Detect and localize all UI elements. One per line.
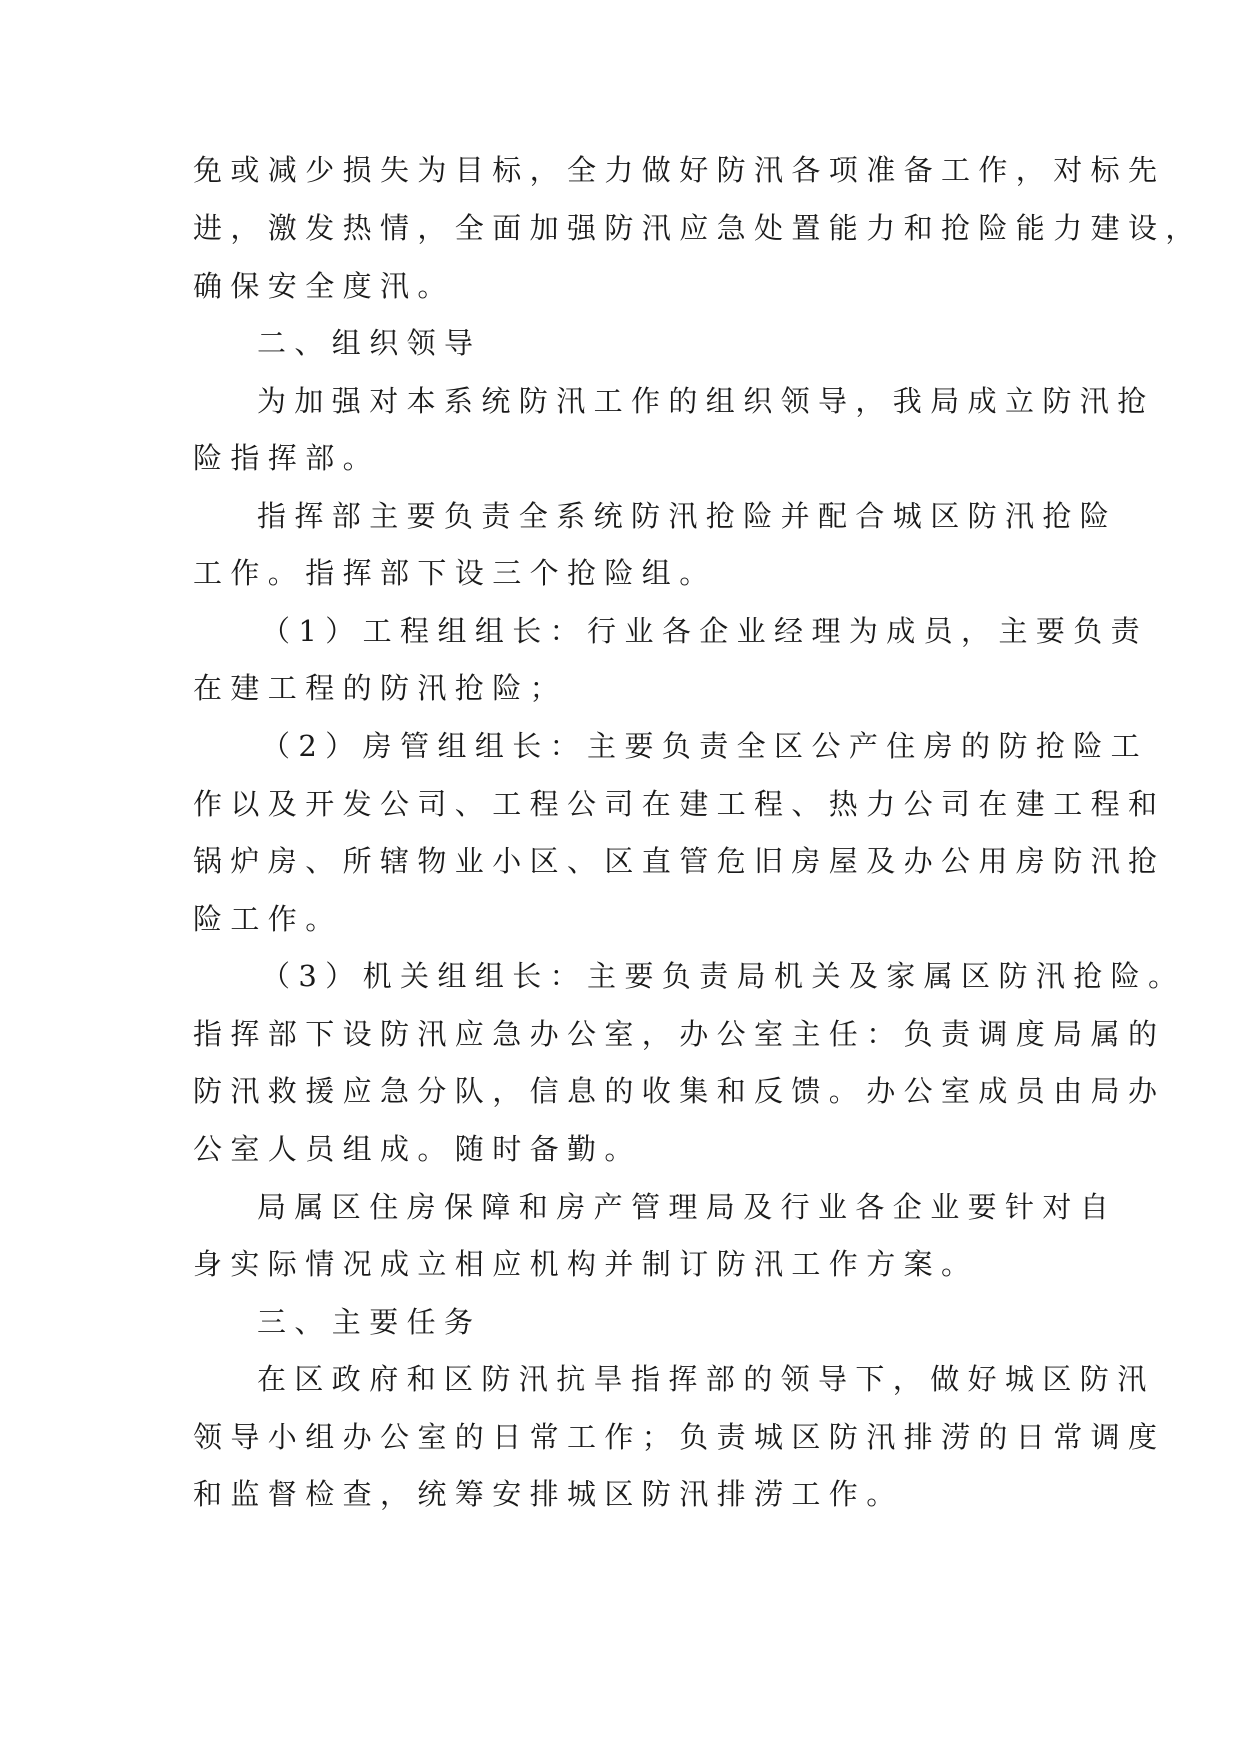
text-line-8: 工作。指挥部下设三个抢险组。 xyxy=(193,556,717,590)
text-line-22: 在区政府和区防汛抗旱指挥部的领导下，做好城区防汛 xyxy=(257,1362,1155,1396)
text-line-20: 身实际情况成立相应机构并制订防汛工作方案。 xyxy=(193,1247,979,1281)
text-line-7: 指挥部主要负责全系统防汛抢险并配合城区防汛抢险 xyxy=(257,499,1118,533)
list-item-3: （3）机关组组长：主要负责局机关及家属区防汛抢险。 xyxy=(261,959,1186,993)
text-line-16: 指挥部下设防汛应急办公室，办公室主任：负责调度局属的 xyxy=(193,1017,1166,1051)
text-line-12: 作以及开发公司、工程公司在建工程、热力公司在建工程和 xyxy=(193,787,1166,821)
text-line-17: 防汛救援应急分队，信息的收集和反馈。办公室成员由局办 xyxy=(193,1074,1166,1108)
section-heading-2: 二、组织领导 xyxy=(257,326,482,360)
text-line-6: 险指挥部。 xyxy=(193,441,381,475)
text-line-10: 在建工程的防汛抢险； xyxy=(193,671,568,705)
text-line-24: 和监督检查，统筹安排城区防汛排涝工作。 xyxy=(193,1477,904,1511)
text-line-5: 为加强对本系统防汛工作的组织领导，我局成立防汛抢 xyxy=(257,384,1155,418)
list-item-1: （1）工程组组长：行业各企业经理为成员，主要负责 xyxy=(261,614,1149,648)
section-heading-3: 三、主要任务 xyxy=(257,1305,482,1339)
text-line-1: 免或减少损失为目标，全力做好防汛各项准备工作，对标先 xyxy=(193,153,1166,187)
text-line-23: 领导小组办公室的日常工作；负责城区防汛排涝的日常调度 xyxy=(193,1420,1166,1454)
text-line-13: 锅炉房、所辖物业小区、区直管危旧房屋及办公用房防汛抢 xyxy=(193,844,1166,878)
list-item-2: （2）房管组组长：主要负责全区公产住房的防抢险工 xyxy=(261,729,1149,763)
text-line-2: 进，激发热情，全面加强防汛应急处置能力和抢险能力建设， xyxy=(193,211,1203,245)
text-line-18: 公室人员组成。随时备勤。 xyxy=(193,1132,642,1166)
text-line-3: 确保安全度汛。 xyxy=(193,269,455,303)
text-line-14: 险工作。 xyxy=(193,902,343,936)
text-line-19: 局属区住房保障和房产管理局及行业各企业要针对自 xyxy=(257,1190,1118,1224)
